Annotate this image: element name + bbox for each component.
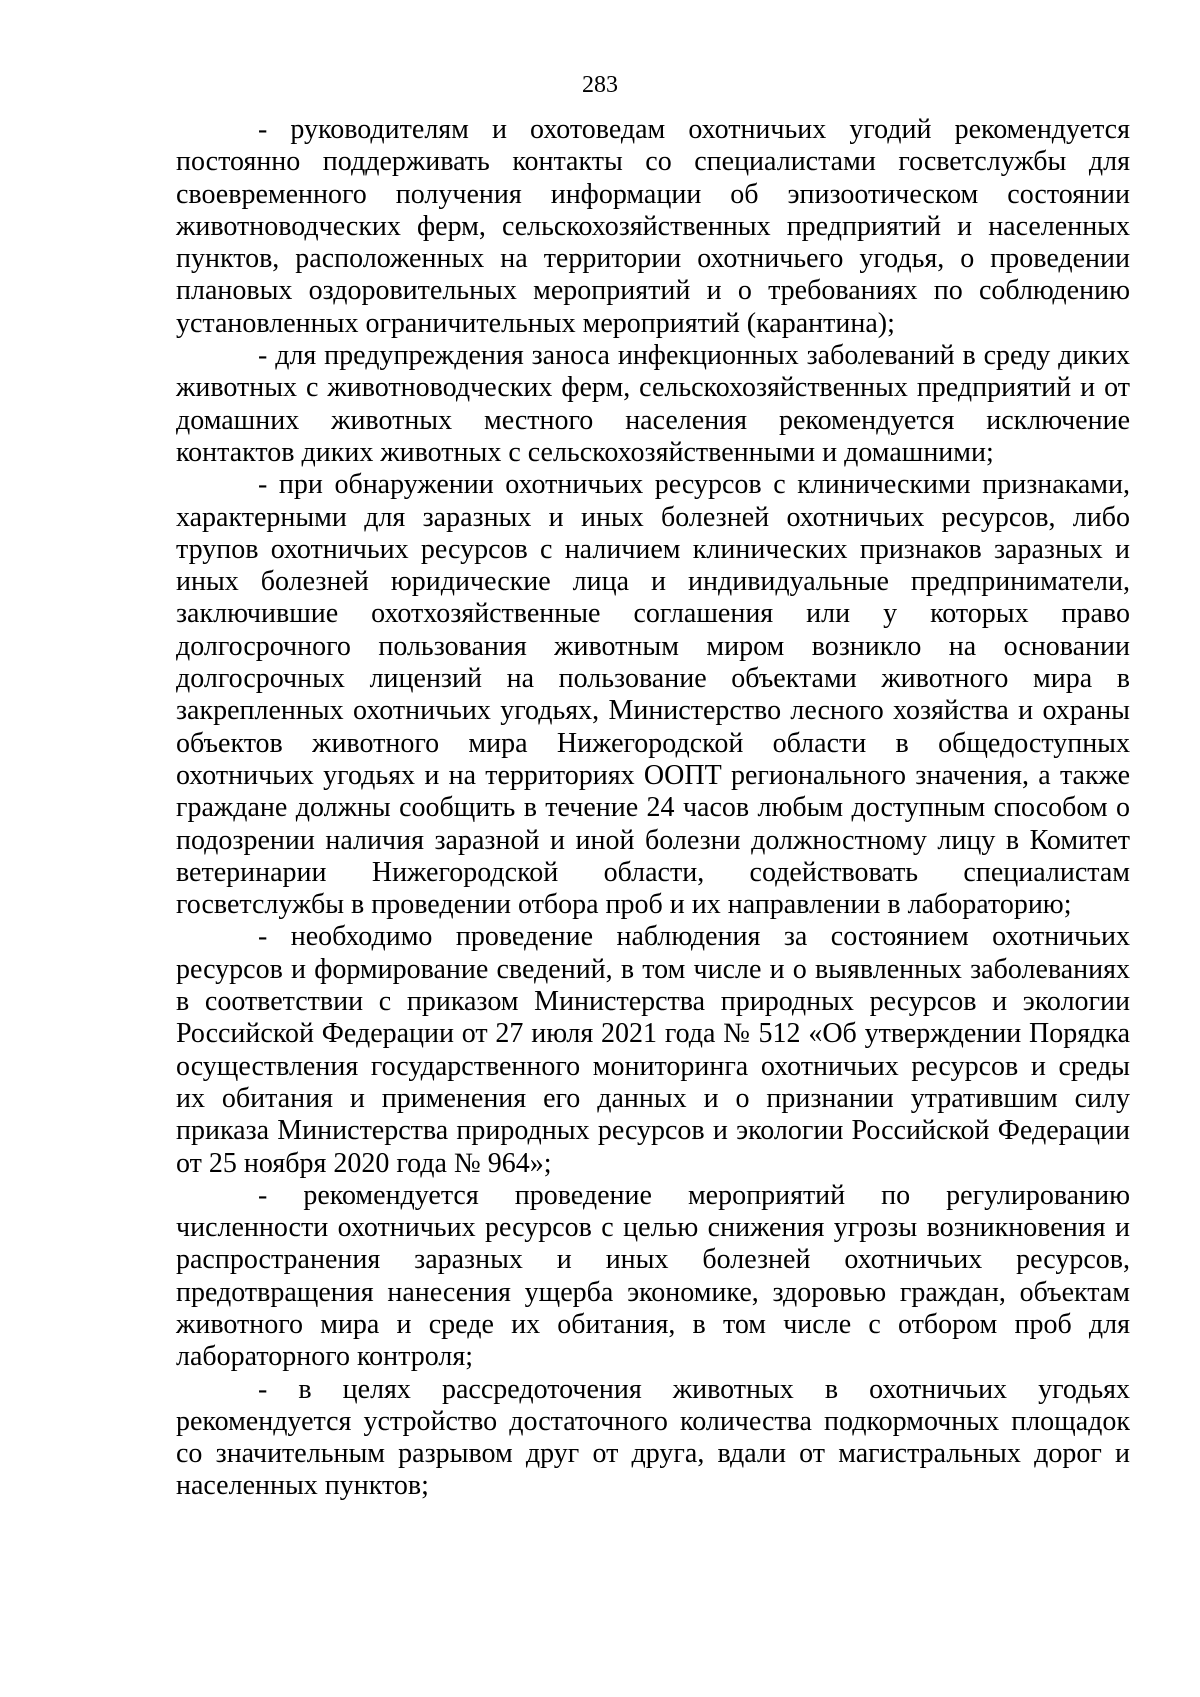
paragraph: - при обнаружении охотничьих ресурсов с клиническими признаками, характерными для заразных и иных болезней охотничьих ресурсов, либо трупов охотничьих ресурсов с наличием клинических признаков заразных и иных болезней юридические лица и индивидуальные предприниматели, заключившие охотхозяйственные соглашения или у которых право долгосрочного пользования животным миром возникло на основании долгосрочных лицензий на пользование объектами животного мира в закрепленных охотничьих угодьях, Министерство лесного хозяйства и охраны объектов животного мира Нижегородской области в общедоступных охотничьих угодьях и на территориях ООПТ регионального значения, а также граждане должны сообщить в течение 24 часов любым доступным способом о подозрении наличия заразной и иной болезни должностному лицу в Комитет ветеринарии Нижегородской области, содействовать специалистам госветслужбы в проведении отбора проб и их направлении в лабораторию; — [176, 469, 1130, 921]
paragraph: - необходимо проведение наблюдения за состоянием охотничьих ресурсов и формирование сведений, в том числе и о выявленных заболеваниях в соответствии с приказом Министерства природных ресурсов и экологии Российской Федерации от 27 июля 2021 года № 512 «Об утверждении Порядка осуществления государственного мониторинга охотничьих ресурсов и среды их обитания и применения его данных и о признании утратившим силу приказа Министерства природных ресурсов и экологии Российской Федерации от 25 ноября 2020 года № 964»; — [176, 921, 1130, 1179]
paragraph: - для предупреждения заноса инфекционных заболеваний в среду диких животных с животноводческих ферм, сельскохозяйственных предприятий и от домашних животных местного населения рекомендуется исключение контактов диких животных с сельскохозяйственными и домашними; — [176, 340, 1130, 468]
page-number: 283 — [582, 72, 618, 98]
paragraph: - рекомендуется проведение мероприятий по регулированию численности охотничьих ресурсов с целью снижения угрозы возникновения и распространения заразных и иных болезней охотничьих ресурсов, предотвращения нанесения ущерба экономике, здоровью граждан, объектам животного мира и среде их обитания, в том числе с отбором проб для лабораторного контроля; — [176, 1179, 1130, 1373]
paragraph: - руководителям и охотоведам охотничьих угодий рекомендуется постоянно поддерживать контакты со специалистами госветслужбы для своевременного получения информации об эпизоотическом состоянии животноводческих ферм, сельскохозяйственных предприятий и населенных пунктов, расположенных на территории охотничьего угодья, о проведении плановых оздоровительных мероприятий и о требованиях по соблюдению установленных ограничительных мероприятий (карантина); — [176, 114, 1130, 339]
paragraph: - в целях рассредоточения животных в охотничьих угодьях рекомендуется устройство достаточного количества подкормочных площадок со значительным разрывом друг от друга, вдали от магистральных дорог и населенных пунктов; — [176, 1373, 1130, 1502]
document-body — [176, 114, 1130, 1503]
